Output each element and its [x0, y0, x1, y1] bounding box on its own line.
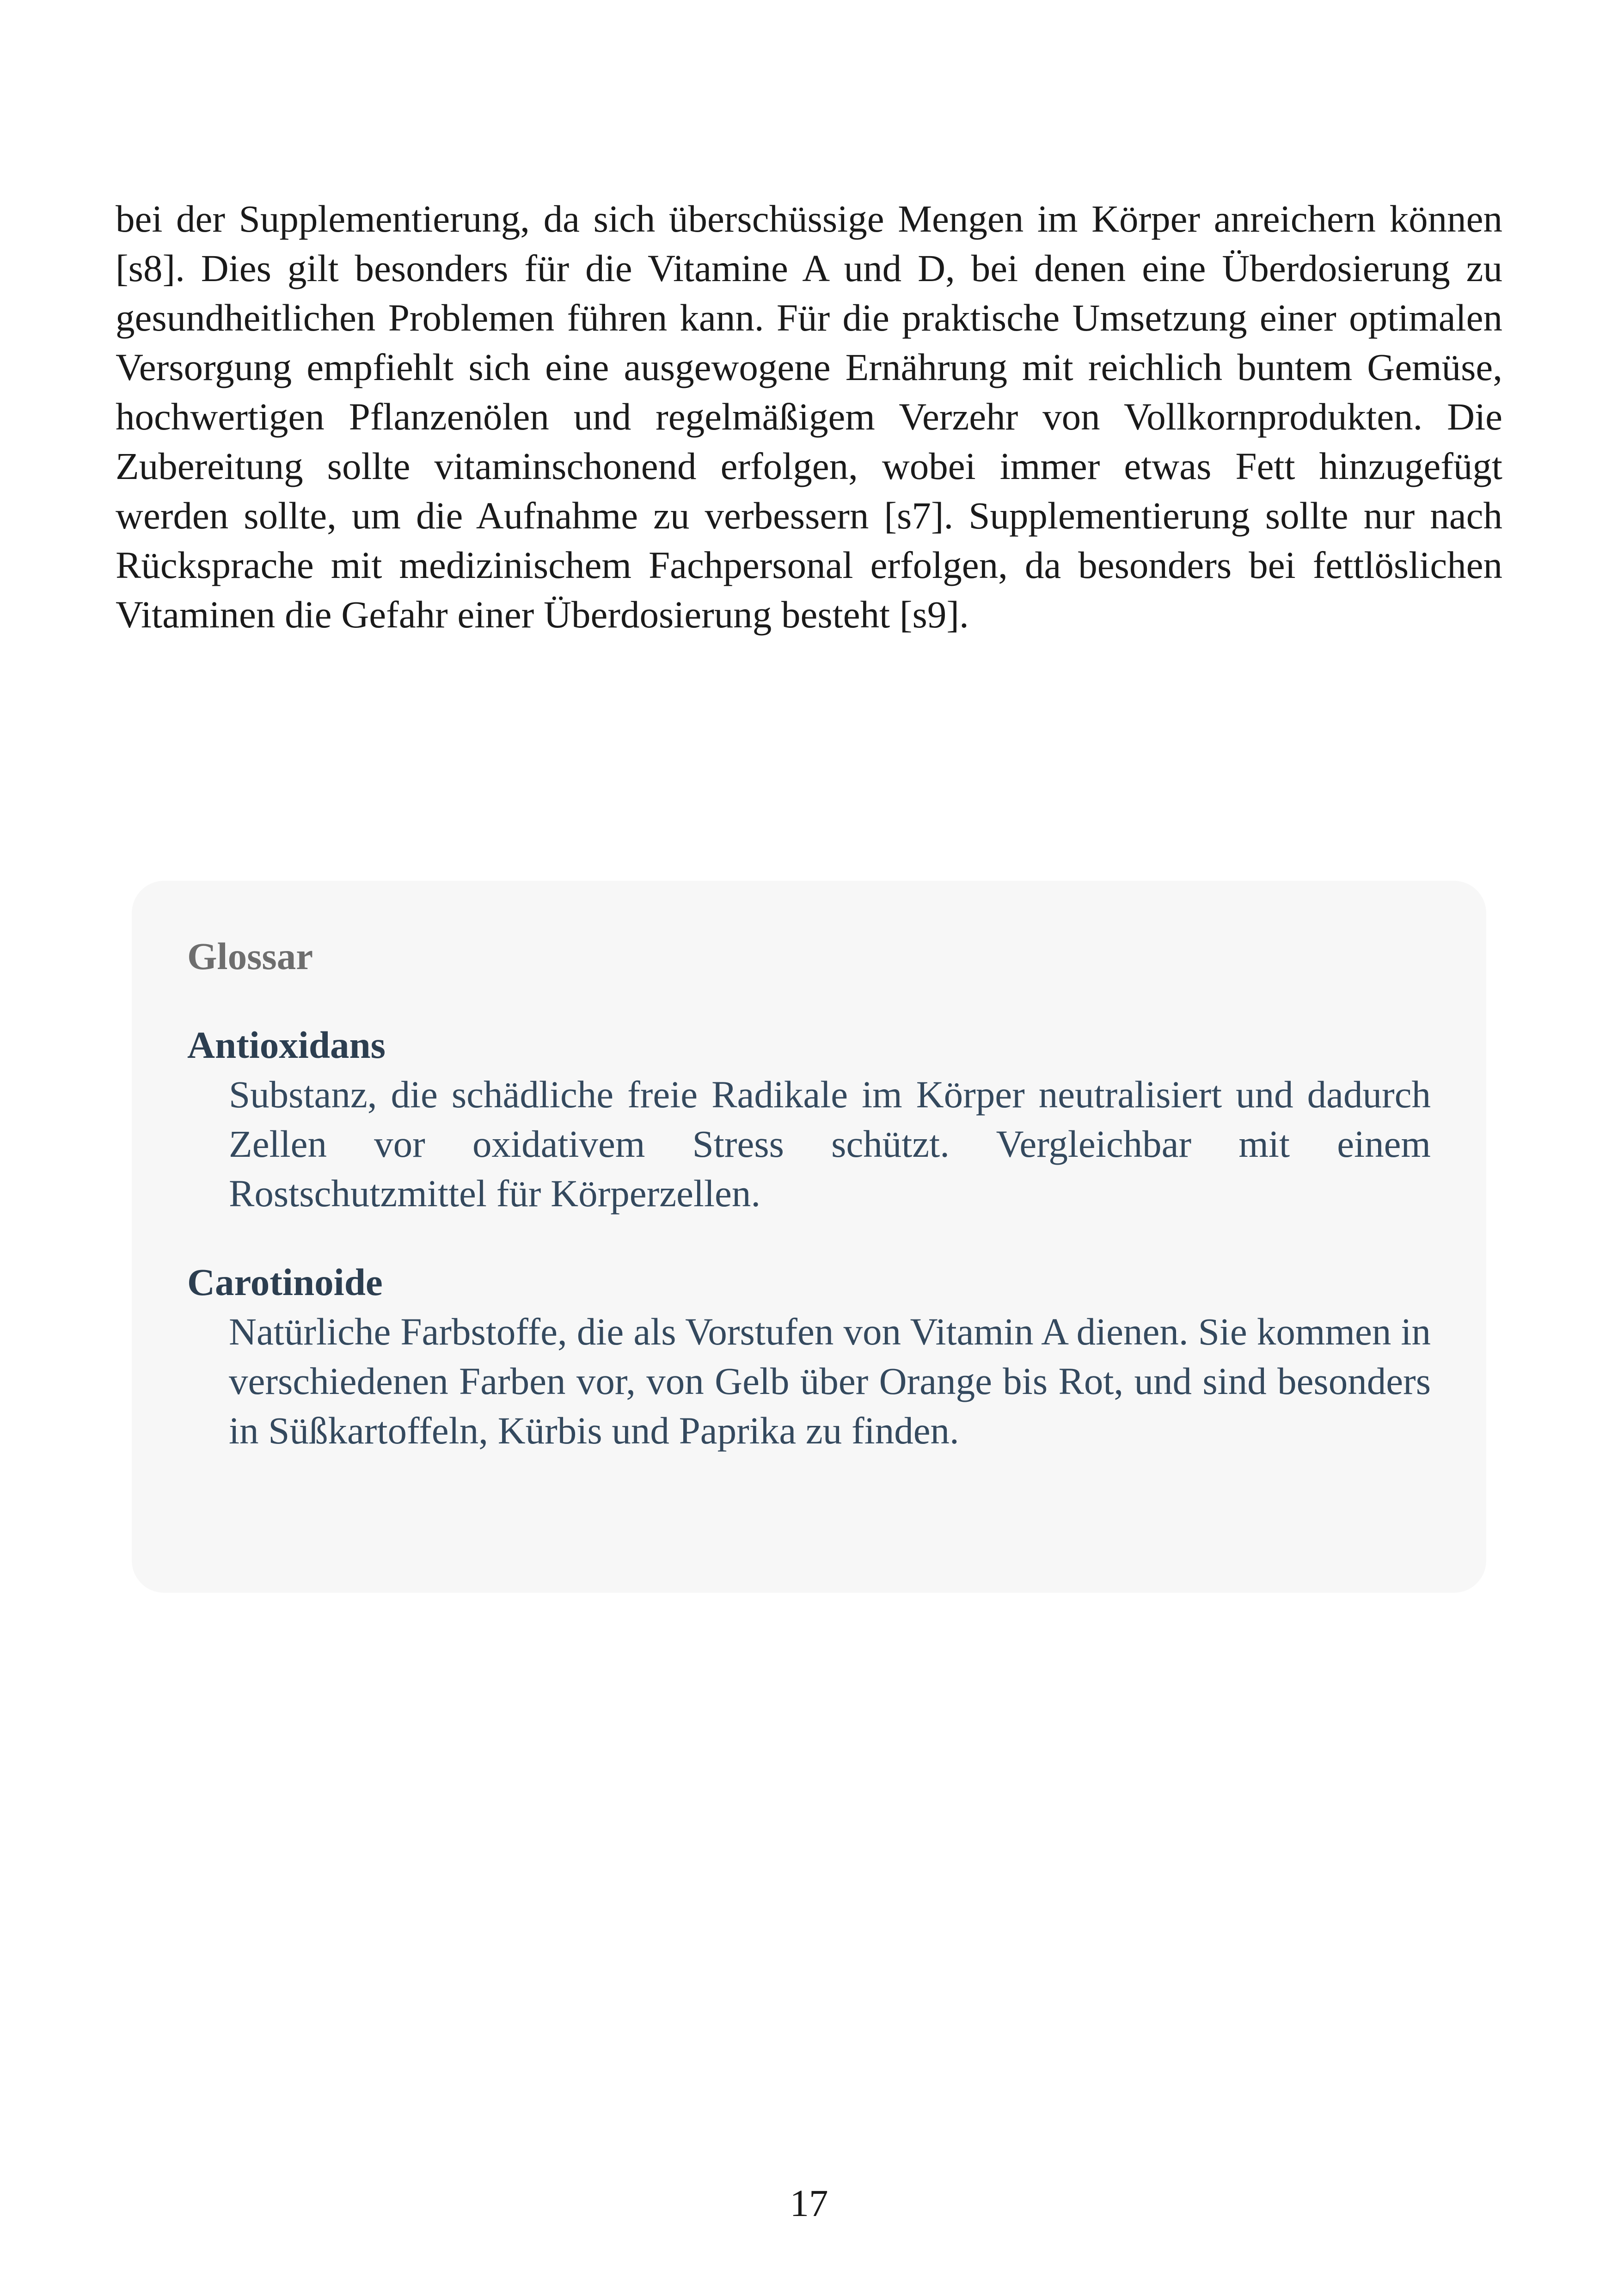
glossary-term: Antioxidans	[187, 1024, 386, 1066]
main-content	[116, 194, 1502, 639]
glossary-definition: Natürliche Farbstoffe, die als Vorstufen von Vitamin A dienen. Sie kommen in verschiedenen Farben vor, von Gelb über Orange bis Rot, und sind besonders in Süßkartoffeln, Kürbis und Paprika zu finden.	[229, 1310, 1431, 1452]
body-paragraph: bei der Supplementierung, da sich überschüssige Mengen im Körper anreichern können [s8]. Dies gilt besonders für die Vitamine A und D, bei denen eine Überdosierung zu gesundheitlichen Problemen führen kann. Für die praktische Umsetzung einer optimalen Versorgung empfiehlt sich eine ausgewogene Ernährung mit reichlich buntem Gemüse, hochwertigen Pflanzenölen und regelmäßigem Verzehr von Vollkornprodukten. Die Zubereitung sollte vitaminschonend erfolgen, wobei immer etwas Fett hinzugefügt werden sollte, um die Aufnahme zu verbessern [s7]. Supplementierung sollte nur nach Rücksprache mit medizinischem Fachpersonal erfolgen, da besonders bei fettlöslichen Vitaminen die Gefahr einer Überdosierung besteht [s9].	[116, 197, 1502, 636]
glossary-box	[132, 881, 1486, 1593]
glossary-term: Carotinoide	[187, 1261, 383, 1303]
glossary-entry-carotinoide	[187, 1258, 1431, 1455]
glossary-title: Glossar	[187, 935, 313, 977]
glossary-entry-antioxidans	[187, 1020, 1431, 1218]
glossary-definition: Substanz, die schädliche freie Radikale im Körper neutralisiert und dadurch Zellen vor oxidativem Stress schützt. Vergleichbar mit einem Rostschutzmittel für Körperzellen.	[229, 1073, 1431, 1215]
page-number: 17	[790, 2182, 828, 2224]
